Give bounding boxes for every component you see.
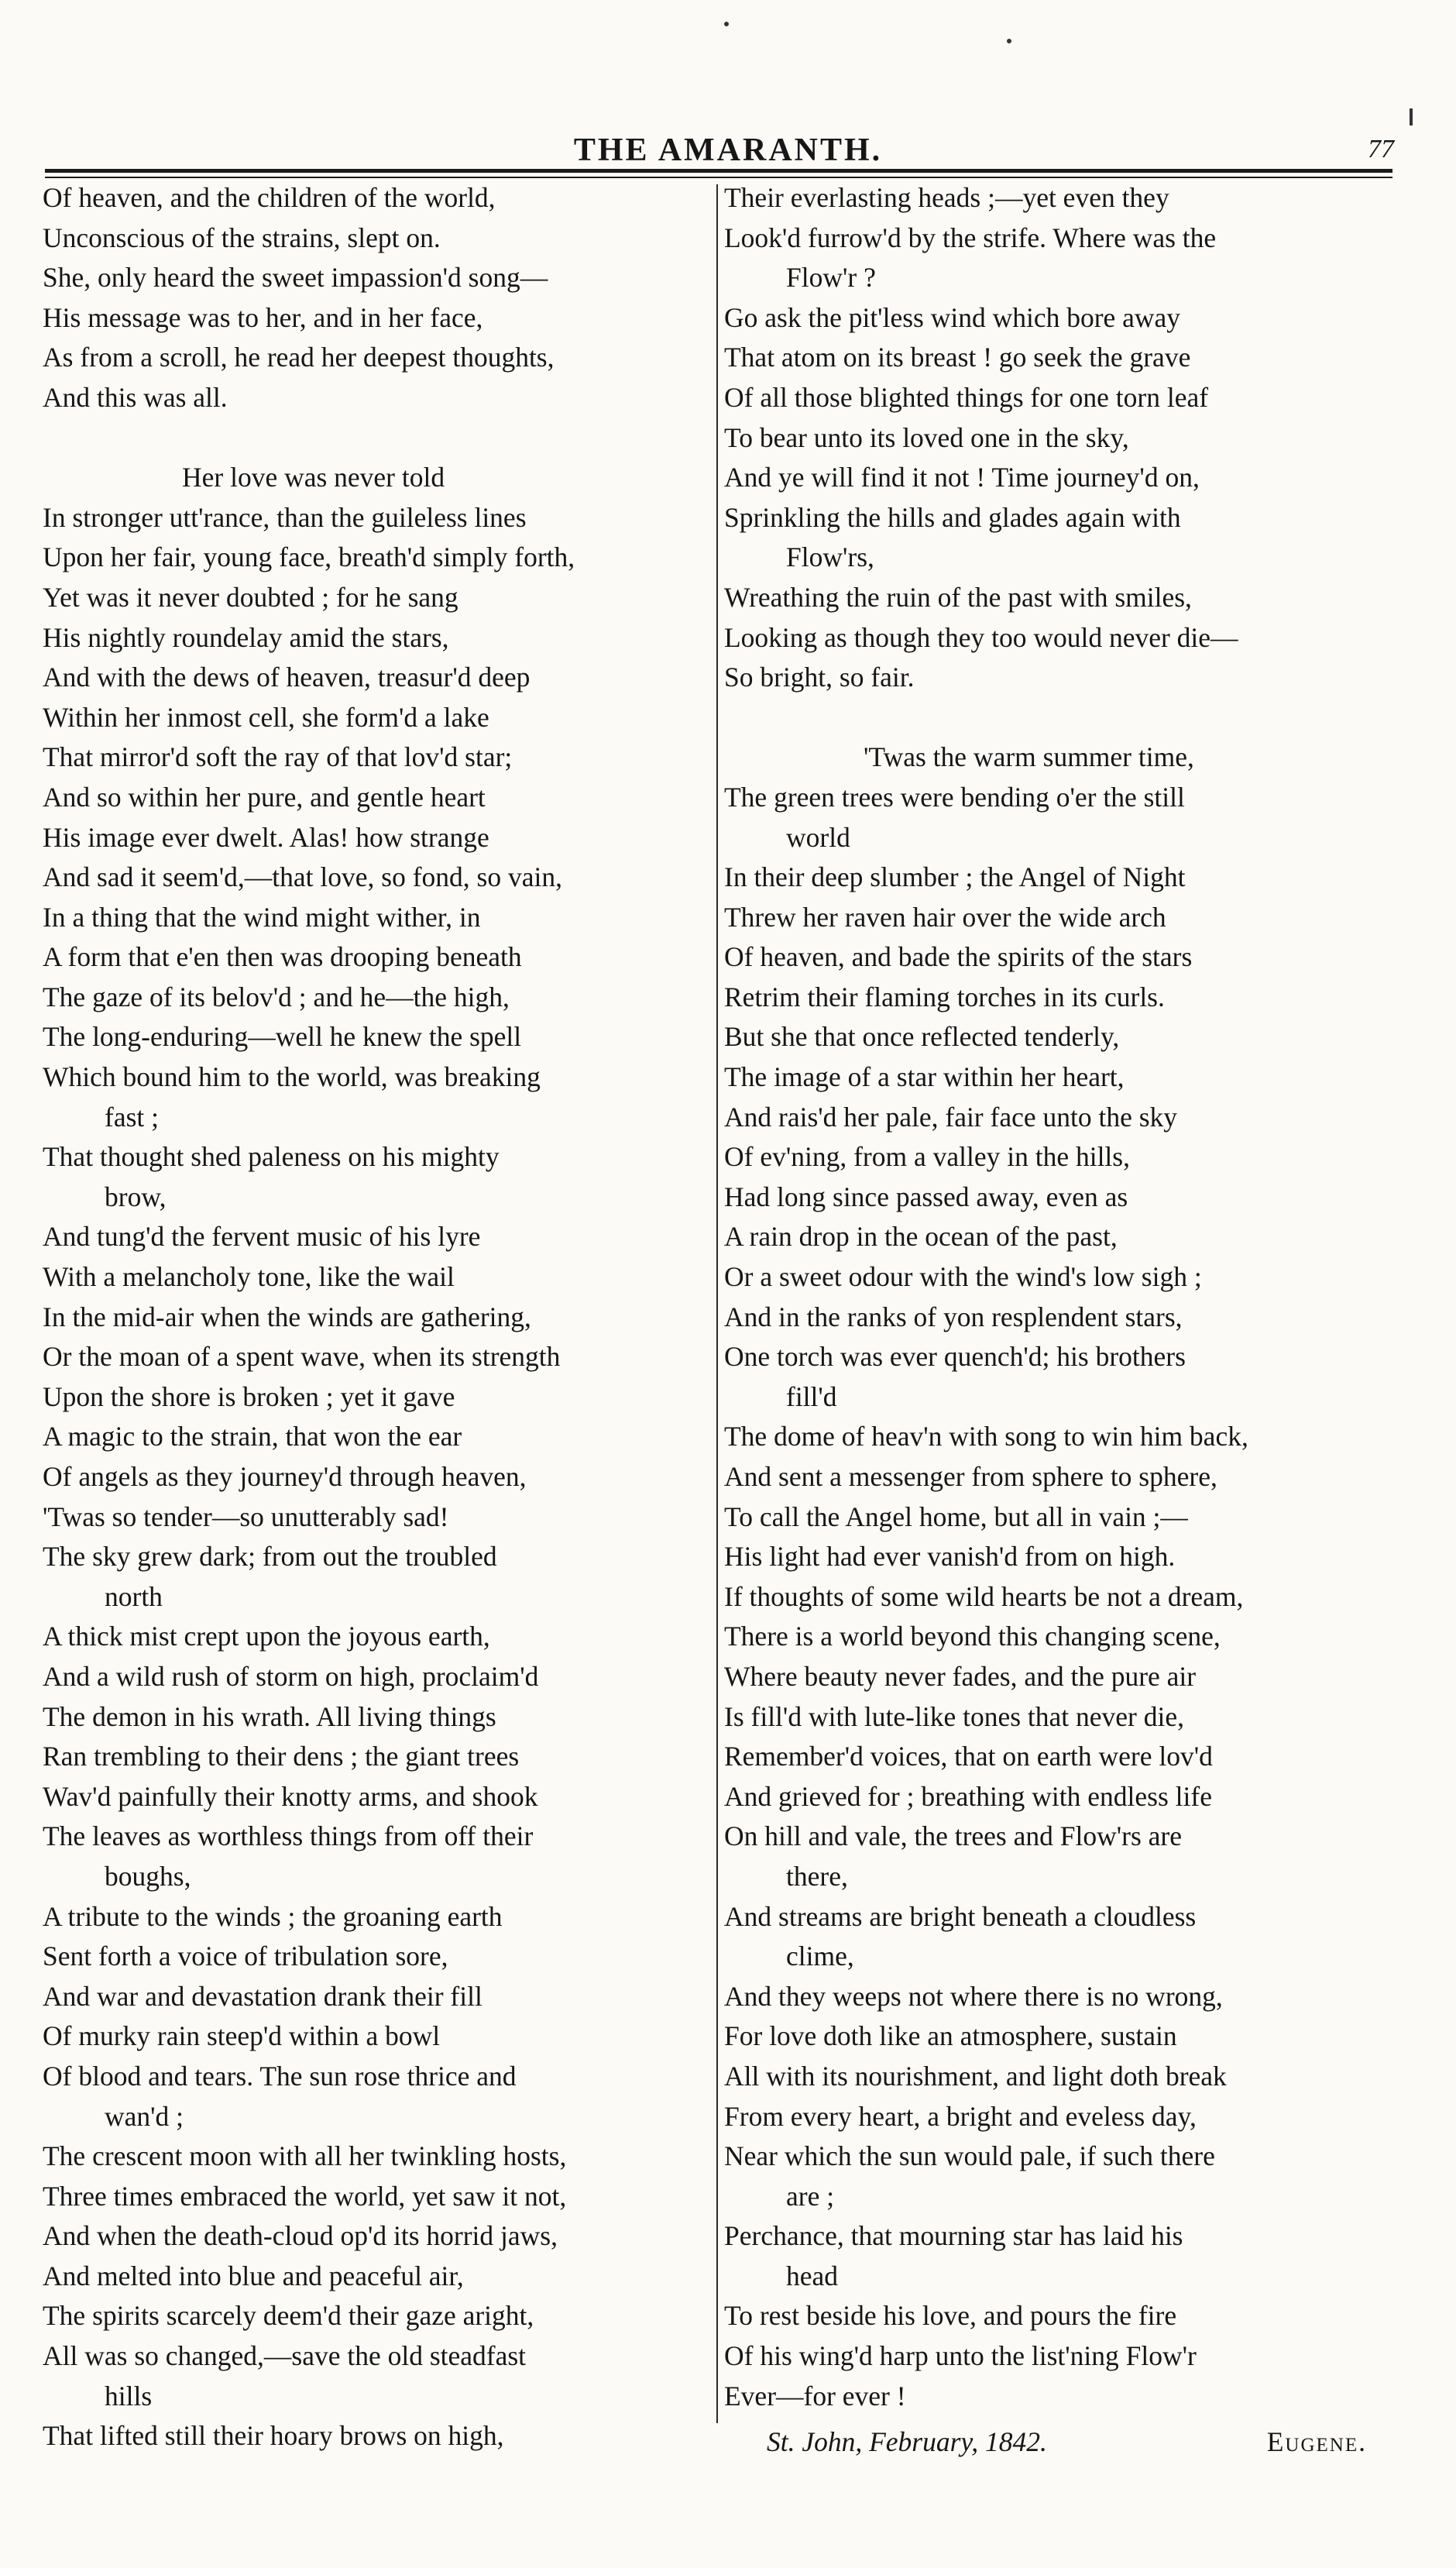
poem-line: fill'd: [786, 1380, 837, 1412]
poem-line: And they weeps not where there is no wrong,: [724, 1980, 1223, 2012]
poem-line: All was so changed,—save the old steadfast: [43, 2340, 527, 2372]
poem-line: Upon the shore is broken ; yet it gave: [43, 1380, 455, 1412]
poem-line: Look'd furrow'd by the strife. Where was the: [724, 222, 1217, 253]
printers-mark: [724, 22, 729, 26]
poem-line: To call the Angel home, but all in vain ;—: [724, 1501, 1188, 1532]
poem-line: As from a scroll, he read her deepest thoughts,: [43, 342, 555, 373]
poem-line: Retrim their flaming torches in its curls.: [724, 981, 1165, 1012]
poem-line: So bright, so fair.: [724, 662, 915, 693]
poem-line: Where beauty never fades, and the pure air: [724, 1660, 1197, 1692]
poem-line: In the mid-air when the winds are gathering,: [43, 1301, 531, 1332]
poem-line: Of his wing'd harp unto the list'ning Flow'r: [724, 2340, 1197, 2372]
poem-line: Sent forth a voice of tribulation sore,: [43, 1941, 448, 1972]
poem-line: Had long since passed away, even as: [724, 1181, 1128, 1212]
running-title: THE AMARANTH.: [573, 132, 883, 168]
poem-line: The demon in his wrath. All living things: [43, 1700, 496, 1732]
poem-line: Looking as though they too would never die—: [724, 621, 1238, 653]
poem-line: His nightly roundelay amid the stars,: [43, 621, 449, 653]
page-number: 77: [1368, 135, 1394, 163]
poem-line: clime,: [786, 1941, 854, 1972]
poem-line: And grieved for ; breathing with endless life: [724, 1780, 1212, 1812]
poem-line: And sad it seem'd,—that love, so fond, so vain,: [43, 861, 562, 893]
page-header: [46, 132, 1410, 170]
poem-line: Near which the sun would pale, if such there: [724, 2140, 1215, 2172]
poem-line: Remember'd voices, that on earth were lov'd: [724, 1741, 1213, 1772]
poem-line: A magic to the strain, that won the ear: [43, 1421, 462, 1452]
poem-line: And war and devastation drank their fill: [43, 1980, 482, 2012]
stanza-break: [43, 418, 709, 459]
poem-line: Which bound him to the world, was breaking: [43, 1061, 541, 1093]
poem-line: In their deep slumber ; the Angel of Night: [724, 861, 1186, 893]
poem-line: If thoughts of some wild hearts be not a dream,: [724, 1580, 1244, 1612]
poem-line: Sprinkling the hills and glades again with: [724, 501, 1181, 533]
poem-line: That thought shed paleness on his mighty: [43, 1141, 500, 1173]
left-column: [43, 178, 709, 2456]
poem-line: And ye will find it not ! Time journey'd on,: [724, 462, 1200, 493]
poem-line: His light had ever vanish'd from on high.: [724, 1541, 1176, 1573]
poem-line: head: [786, 2260, 839, 2291]
poem-line: In a thing that the wind might wither, in: [43, 901, 481, 933]
poem-line: That mirror'd soft the ray of that lov'd star;: [43, 741, 513, 773]
poem-line: Or a sweet odour with the wind's low sigh ;: [724, 1261, 1202, 1293]
poem-line: there,: [786, 1860, 848, 1892]
poem-line: The dome of heav'n with song to win him back,: [724, 1421, 1248, 1452]
poem-line: The crescent moon with all her twinkling hosts,: [43, 2140, 567, 2172]
poem-line: To bear unto its loved one in the sky,: [724, 421, 1129, 453]
poem-line: Threw her raven hair over the wide arch: [724, 901, 1166, 933]
poem-line: And streams are bright beneath a cloudless: [724, 1900, 1197, 1932]
poem-line: north: [105, 1580, 163, 1612]
poem-line: That lifted still their hoary brows on high,: [43, 2420, 504, 2452]
poem-line: Upon her fair, young face, breath'd simply forth,: [43, 541, 575, 573]
poem-line: Of ev'ning, from a valley in the hills,: [724, 1141, 1130, 1173]
poem-line: And in the ranks of yon resplendent stars,: [724, 1301, 1183, 1332]
column-divider: [716, 184, 718, 2423]
stanza-break: [724, 698, 1406, 738]
printers-mark: [1007, 39, 1011, 43]
poem-line: Three times embraced the world, yet saw it not,: [43, 2180, 567, 2212]
poem-line: Of murky rain steep'd within a bowl: [43, 2020, 441, 2052]
poem-line: His message was to her, and in her face,: [43, 301, 483, 333]
poem-line: Unconscious of the strains, slept on.: [43, 222, 441, 253]
right-column-lines: [724, 178, 1406, 2416]
poem-line: Their everlasting heads ;—yet even they: [724, 182, 1169, 213]
poem-line: There is a world beyond this changing scene,: [724, 1621, 1221, 1652]
right-column: [724, 178, 1406, 2463]
poem-line: A rain drop in the ocean of the past,: [724, 1221, 1118, 1253]
poem-line: In stronger utt'rance, than the guileless lines: [43, 501, 527, 533]
poem-line: Wreathing the ruin of the past with smiles,: [724, 581, 1192, 613]
poem-line: For love doth like an atmosphere, sustain: [724, 2020, 1177, 2052]
poem-line: 'Twas so tender—so unutterably sad!: [43, 1501, 449, 1532]
poem-line: Of blood and tears. The sun rose thrice and: [43, 2060, 517, 2092]
poem-line: Of heaven, and bade the spirits of the stars: [724, 941, 1193, 973]
poem-line: All with its nourishment, and light doth break: [724, 2060, 1227, 2092]
poem-line: 'Twas the warm summer time,: [864, 741, 1194, 773]
poem-line: Of all those blighted things for one torn leaf: [724, 381, 1209, 413]
signature: [724, 2422, 1406, 2463]
poem-line: Or the moan of a spent wave, when its strength: [43, 1341, 561, 1373]
poem-line: A thick mist crept upon the joyous earth,: [43, 1621, 490, 1652]
poem-line: And with the dews of heaven, treasur'd deep: [43, 662, 531, 693]
poem-line: But she that once reflected tenderly,: [724, 1021, 1120, 1053]
poem-line: The sky grew dark; from out the troubled: [43, 1541, 497, 1573]
poem-line: From every heart, a bright and eveless day,: [724, 2100, 1197, 2132]
poem-line: And a wild rush of storm on high, proclaim'd: [43, 1660, 539, 1692]
poem-line: Ran trembling to their dens ; the giant trees: [43, 1741, 520, 1772]
poem-line: And this was all.: [43, 381, 228, 413]
poem-line: Of heaven, and the children of the world,: [43, 182, 496, 213]
poem-line: Wav'd painfully their knotty arms, and shook: [43, 1780, 538, 1812]
poem-line: His image ever dwelt. Alas! how strange: [43, 821, 489, 853]
poem-line: brow,: [105, 1181, 167, 1212]
poem-line: Go ask the pit'less wind which bore away: [724, 301, 1181, 333]
poem-line: To rest beside his love, and pours the fire: [724, 2300, 1177, 2332]
poem-line: One torch was ever quench'd; his brothers: [724, 1341, 1186, 1373]
poem-line: are ;: [786, 2180, 835, 2212]
poem-line: Within her inmost cell, she form'd a lake: [43, 701, 489, 733]
header-rule-thick: [45, 169, 1392, 173]
printers-mark: [1410, 108, 1413, 125]
poem-line: And rais'd her pale, fair face unto the sky: [724, 1101, 1178, 1133]
poem-line: Of angels as they journey'd through heaven,: [43, 1461, 527, 1492]
poem-line: And so within her pure, and gentle heart: [43, 781, 486, 813]
signature-author: Eugene.: [1266, 2426, 1367, 2458]
poem-line: world: [786, 821, 850, 853]
poem-line: fast ;: [105, 1101, 159, 1133]
poem-line: Is fill'd with lute-like tones that never die,: [724, 1700, 1184, 1732]
poem-line: hills: [105, 2380, 153, 2412]
poem-line: The image of a star within her heart,: [724, 1061, 1125, 1093]
poem-line: With a melancholy tone, like the wail: [43, 1261, 455, 1293]
poem-line: Yet was it never doubted ; for he sang: [43, 581, 458, 613]
poem-line: She, only heard the sweet impassion'd song—: [43, 262, 548, 294]
poem-line: Her love was never told: [182, 462, 445, 493]
poem-line: Perchance, that mourning star has laid his: [724, 2220, 1183, 2252]
poem-line: The gaze of its belov'd ; and he—the high,: [43, 981, 510, 1012]
poem-line: Flow'rs,: [786, 541, 874, 573]
signature-place-date: St. John, February, 1842.: [767, 2426, 1047, 2458]
poem-line: The green trees were bending o'er the still: [724, 781, 1185, 813]
poem-line: Flow'r ?: [786, 262, 876, 294]
poem-line: Ever—for ever !: [724, 2380, 906, 2412]
poem-line: wan'd ;: [105, 2100, 184, 2132]
poem-line: On hill and vale, the trees and Flow'rs are: [724, 1820, 1182, 1852]
poem-line: That atom on its breast ! go seek the grave: [724, 342, 1191, 373]
poem-line: And melted into blue and peaceful air,: [43, 2260, 464, 2291]
poem-line: The leaves as worthless things from off their: [43, 1820, 534, 1852]
poem-line: And sent a messenger from sphere to sphere,: [724, 1461, 1217, 1492]
poem-line: The spirits scarcely deem'd their gaze aright,: [43, 2300, 534, 2332]
poem-line: boughs,: [105, 1860, 191, 1892]
poem-line: And when the death-cloud op'd its horrid jaws,: [43, 2220, 558, 2252]
poem-line: A form that e'en then was drooping beneath: [43, 941, 522, 973]
poem-line: And tung'd the fervent music of his lyre: [43, 1221, 481, 1253]
poem-line: The long-enduring—well he knew the spell: [43, 1021, 522, 1053]
poem-line: A tribute to the winds ; the groaning earth: [43, 1900, 503, 1932]
